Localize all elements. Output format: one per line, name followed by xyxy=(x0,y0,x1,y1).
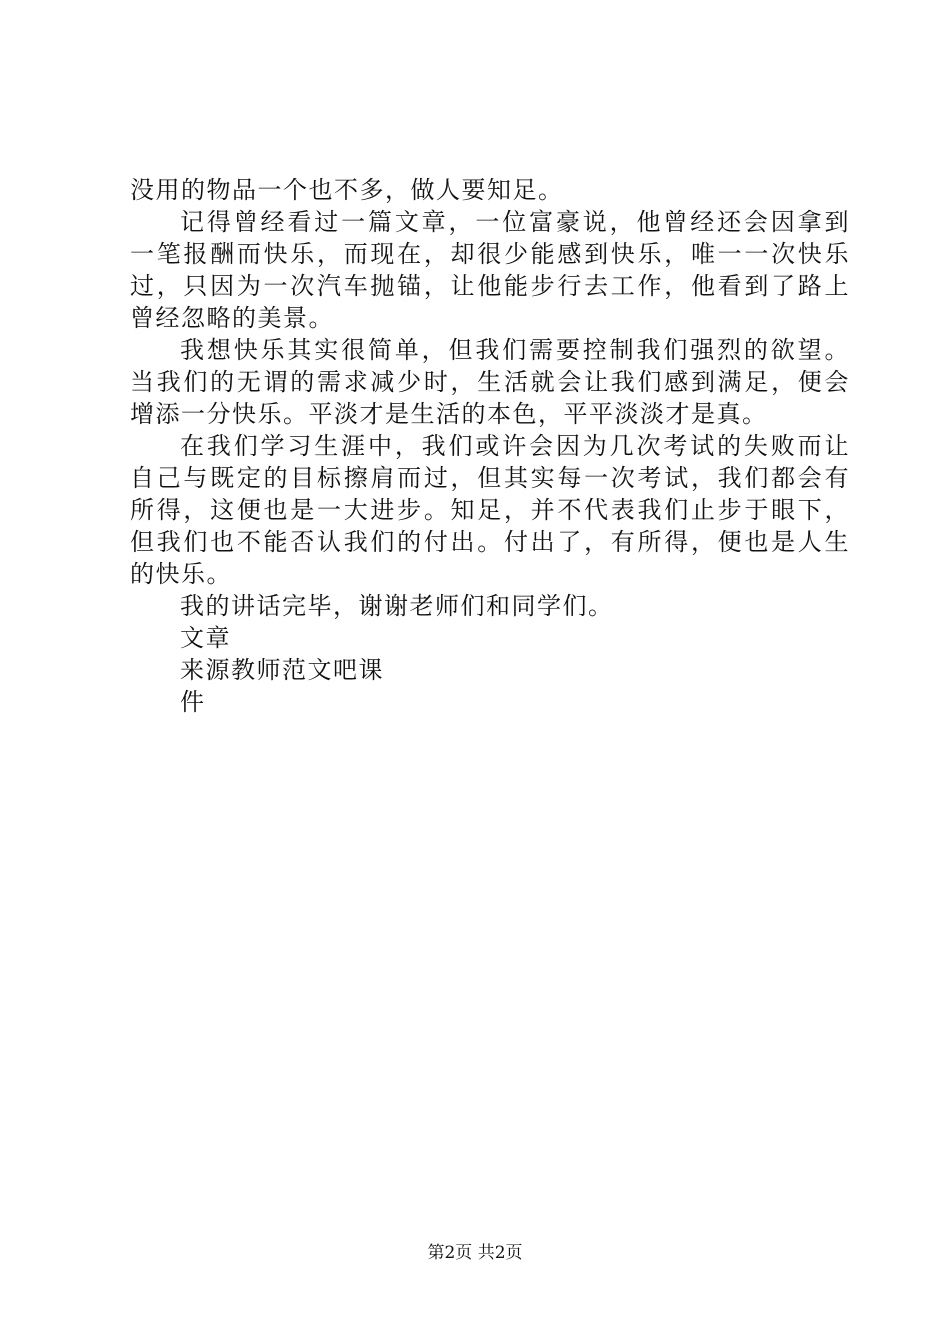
source-line: 文章 xyxy=(180,624,231,652)
text-line: 的快乐。 xyxy=(130,560,232,588)
source-line: 来源教师范文吧课 xyxy=(180,656,384,684)
text-line: 没用的物品一个也不多，做人要知足。 xyxy=(130,176,564,204)
text-line: 但我们也不能否认我们的付出。付出了，有所得，便也是人生 xyxy=(130,528,850,556)
text-line: 自己与既定的目标擦肩而过，但其实每一次考试，我们都会有 xyxy=(130,464,850,492)
paragraph-first-line: 在我们学习生涯中，我们或许会因为几次考试的失败而让 xyxy=(180,432,850,460)
page-number-footer: 第2页 共2页 xyxy=(427,1243,523,1263)
closing-line: 我的讲话完毕，谢谢老师们和同学们。 xyxy=(180,592,614,620)
text-line: 所得，这便也是一大进步。知足，并不代表我们止步于眼下， xyxy=(130,496,850,524)
text-line: 曾经忽略的美景。 xyxy=(130,304,334,332)
source-line: 件 xyxy=(180,688,206,716)
text-line: 增添一分快乐。平淡才是生活的本色，平平淡淡才是真。 xyxy=(130,400,768,428)
text-line: 当我们的无谓的需求减少时，生活就会让我们感到满足，便会 xyxy=(130,368,850,396)
paragraph-first-line: 记得曾经看过一篇文章，一位富豪说，他曾经还会因拿到 xyxy=(180,208,850,236)
text-line: 一笔报酬而快乐，而现在，却很少能感到快乐，唯一一次快乐 xyxy=(130,240,850,268)
paragraph-first-line: 我想快乐其实很简单，但我们需要控制我们强烈的欲望。 xyxy=(180,336,850,364)
text-line: 过，只因为一次汽车抛锚，让他能步行去工作，他看到了路上 xyxy=(130,272,850,300)
